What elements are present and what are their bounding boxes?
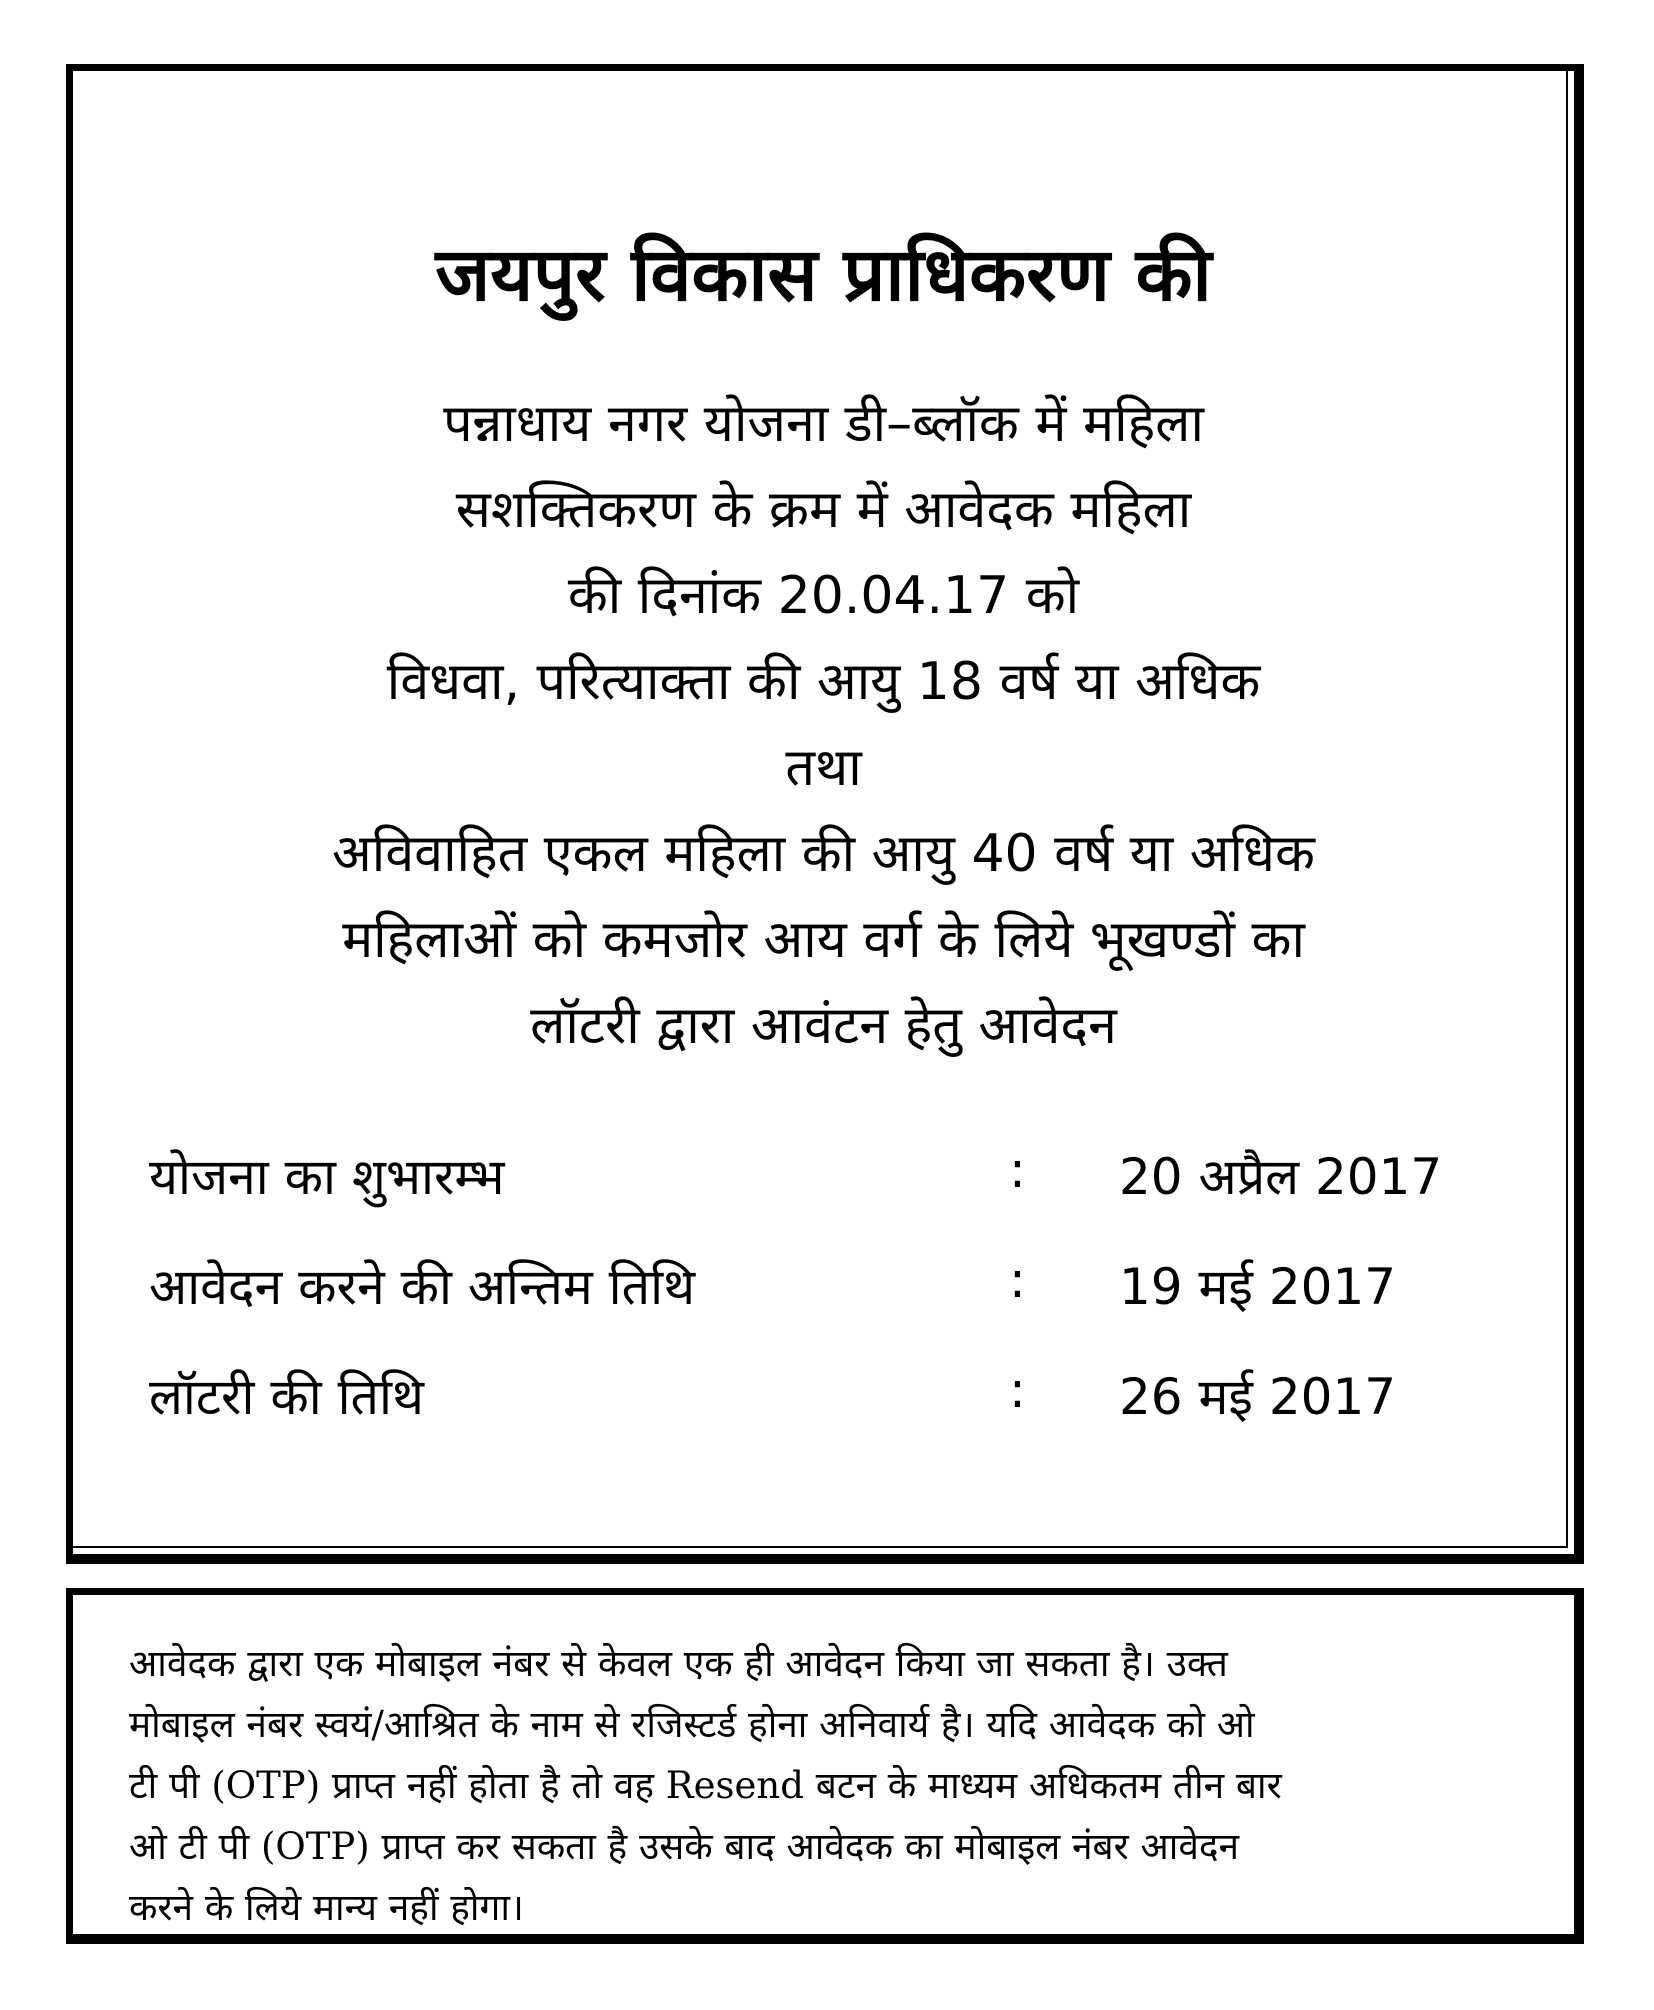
date-separator: : (1009, 1141, 1026, 1199)
description-line: पन्नाधाय नगर योजना डी–ब्लॉक में महिला (443, 394, 1204, 454)
note-line: आवेदक द्वारा एक मोबाइल नंबर से केवल एक ही आवेदन किया जा सकता है। उक्त (129, 1642, 1228, 1685)
date-label: योजना का शुभारम्भ (149, 1148, 505, 1206)
date-row-scheme-start (149, 1141, 1529, 1251)
note-box (66, 1588, 1584, 1944)
notice-description (73, 381, 1574, 1069)
date-value: 20 अप्रैल 2017 (1119, 1148, 1443, 1206)
notice-box (66, 64, 1584, 1564)
note-line: करने के लिये मान्य नहीं होगा। (129, 1886, 524, 1929)
description-line: सशक्तिकरण के क्रम में आवेदक महिला (455, 480, 1192, 540)
description-line: की दिनांक 20.04.17 को (567, 566, 1080, 626)
notice-title: जयपुर विकास प्राधिकरण की (435, 232, 1212, 318)
date-separator: : (1009, 1251, 1026, 1309)
date-row-lottery (149, 1361, 1529, 1471)
description-line: अविवाहित एकल महिला की आयु 40 वर्ष या अधिक (332, 824, 1315, 884)
key-dates (149, 1141, 1529, 1471)
date-label: आवेदन करने की अन्तिम तिथि (149, 1258, 696, 1316)
description-line: लॉटरी द्वारा आवंटन हेतु आवेदन (530, 996, 1117, 1056)
date-value: 26 मई 2017 (1119, 1368, 1397, 1426)
description-line: तथा (785, 738, 862, 798)
date-label: लॉटरी की तिथि (149, 1368, 424, 1426)
date-separator: : (1009, 1361, 1026, 1419)
note-line: मोबाइल नंबर स्वयं/आश्रित के नाम से रजिस्टर्ड होना अनिवार्य है। यदि आवेदक को ओ (129, 1703, 1255, 1746)
date-value: 19 मई 2017 (1119, 1258, 1397, 1316)
note-line: ओ टी पी (OTP) प्राप्त कर सकता है उसके बाद आवेदक का मोबाइल नंबर आवेदन (129, 1825, 1240, 1868)
description-line: विधवा, परित्याक्ता की आयु 18 वर्ष या अधिक (386, 652, 1261, 712)
date-row-last-date (149, 1251, 1529, 1361)
note-text (129, 1633, 1518, 1938)
description-line: महिलाओं को कमजोर आय वर्ग के लिये भूखण्डों का (342, 910, 1305, 970)
note-line: टी पी (OTP) प्राप्त नहीं होता है तो वह Resend बटन के माध्यम अधिकतम तीन बार (129, 1764, 1282, 1807)
